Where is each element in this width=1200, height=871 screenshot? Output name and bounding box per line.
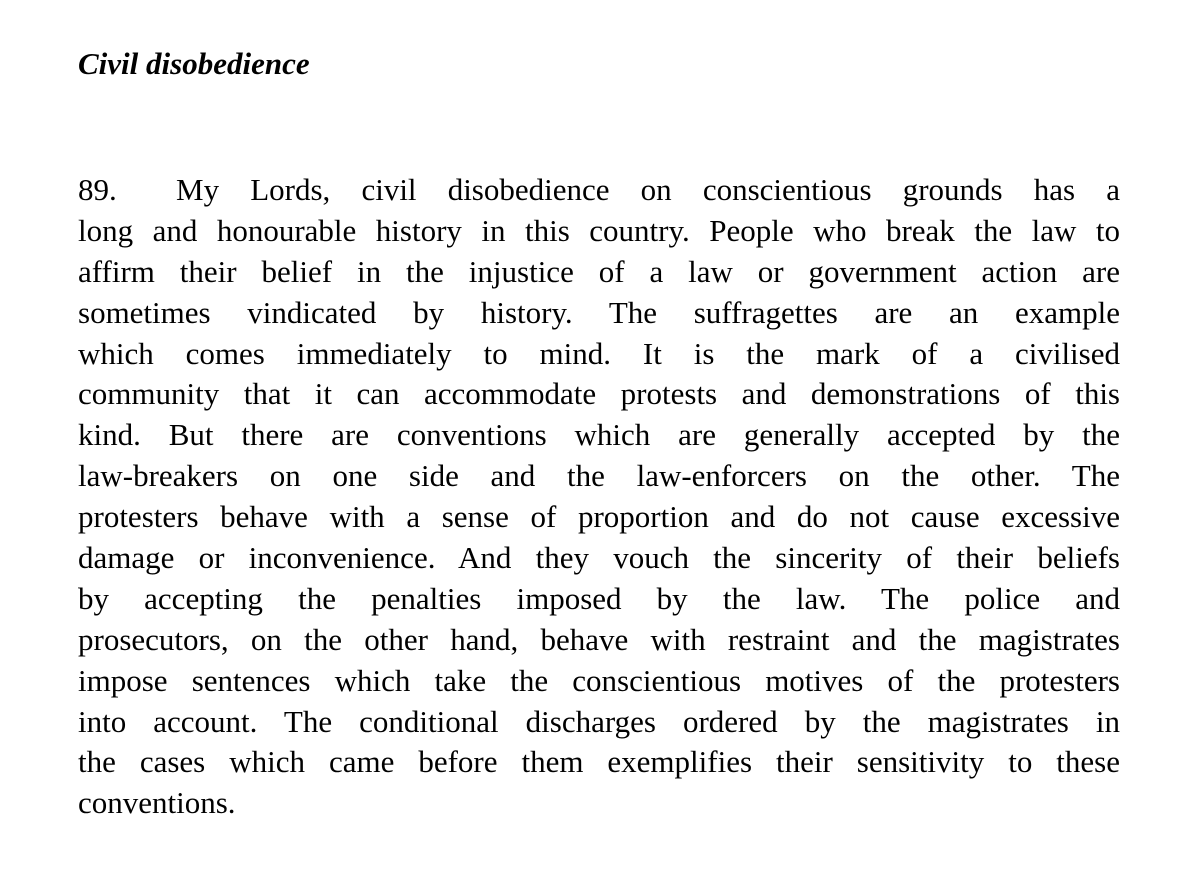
paragraph-line: conventions. (78, 785, 236, 821)
paragraph-line: damage or inconvenience. And they vouch the sincerity of their beliefs (78, 540, 1120, 576)
paragraph-line: kind. But there are conventions which are generally accepted by the (78, 417, 1120, 453)
paragraph-line: which comes immediately to mind. It is the mark of a civilised (78, 335, 1120, 371)
paragraph-number: 89. (78, 172, 117, 207)
paragraph-line: sometimes vindicated by history. The suffragettes are an example (78, 294, 1120, 330)
section-heading: Civil disobedience (78, 46, 310, 81)
paragraph-line: community that it can accommodate protests and demonstrations of this (78, 376, 1120, 412)
paragraph-line: protesters behave with a sense of proportion and do not cause excessive (78, 499, 1120, 535)
paragraph-line: law-breakers on one side and the law-enforcers on the other. The (78, 458, 1120, 494)
paragraph-line (78, 170, 1120, 211)
paragraph-line: long and honourable history in this country. People who break the law to (78, 212, 1120, 248)
paragraph-line: impose sentences which take the conscientious motives of the protesters (78, 662, 1120, 698)
paragraph-line: by accepting the penalties imposed by the law. The police and (78, 580, 1120, 616)
paragraph-89 (78, 170, 1120, 824)
paragraph-line: the cases which came before them exemplifies their sensitivity to these (78, 744, 1120, 780)
paragraph-line: into account. The conditional discharges ordered by the magistrates in (78, 703, 1120, 739)
paragraph-line: prosecutors, on the other hand, behave with restraint and the magistrates (78, 621, 1120, 657)
paragraph-line: affirm their belief in the injustice of a law or government action are (78, 253, 1120, 289)
paragraph-line-text: My Lords, civil disobedience on conscientious grounds has a (176, 172, 1120, 207)
